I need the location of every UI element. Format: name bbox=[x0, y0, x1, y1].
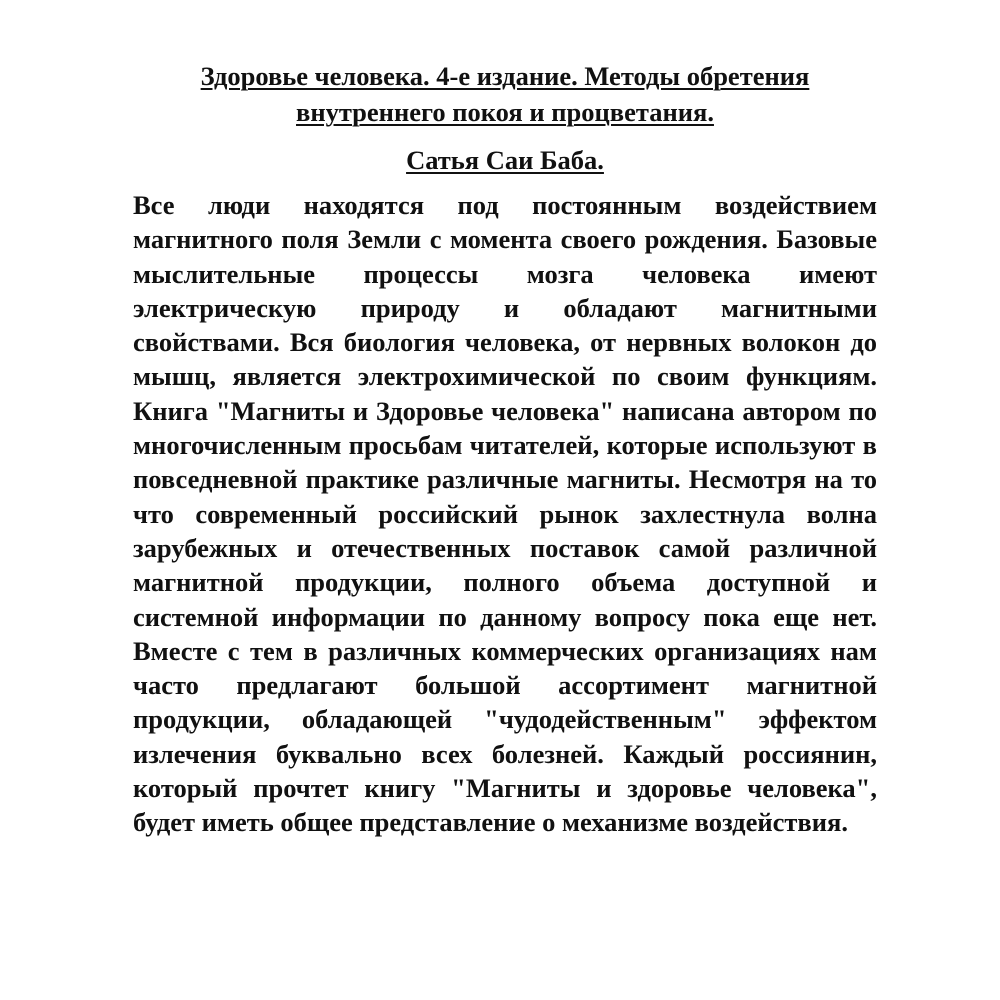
document-body: Все люди находятся под постоянным воздействием магнитного поля Земли с момента своего рождения. Базовые мыслительные процессы мозга человека имеют электрическую природу и обладают магнитными свойствами. Вся биология человека, от нервных волокон до мышц, является электрохимической по своим функциям. Книга "Магниты и Здоровье человека" написана автором по многочисленным просьбам читателей, которые используют в повседневной практике различные магниты. Несмотря на то что современный российский рынок захлестнула волна зарубежных и отечественных поставок самой различной магнитной продукции, полного объема доступной и системной информации по данному вопросу пока еще нет. Вместе с тем в различных коммерческих организациях нам часто предлагают большой ассортимент магнитной продукции, обладающей "чудодейственным" эффектом излечения буквально всех болезней. Каждый россиянин, который прочтет книгу "Магниты и здоровье человека", будет иметь общее представление о механизме воздействия. bbox=[133, 190, 877, 838]
document-title: Здоровье человека. 4-е издание. Методы обретения внутреннего покоя и процветания. bbox=[200, 61, 810, 127]
document-author: Сатья Саи Баба. bbox=[406, 145, 604, 175]
document-page bbox=[133, 58, 877, 840]
